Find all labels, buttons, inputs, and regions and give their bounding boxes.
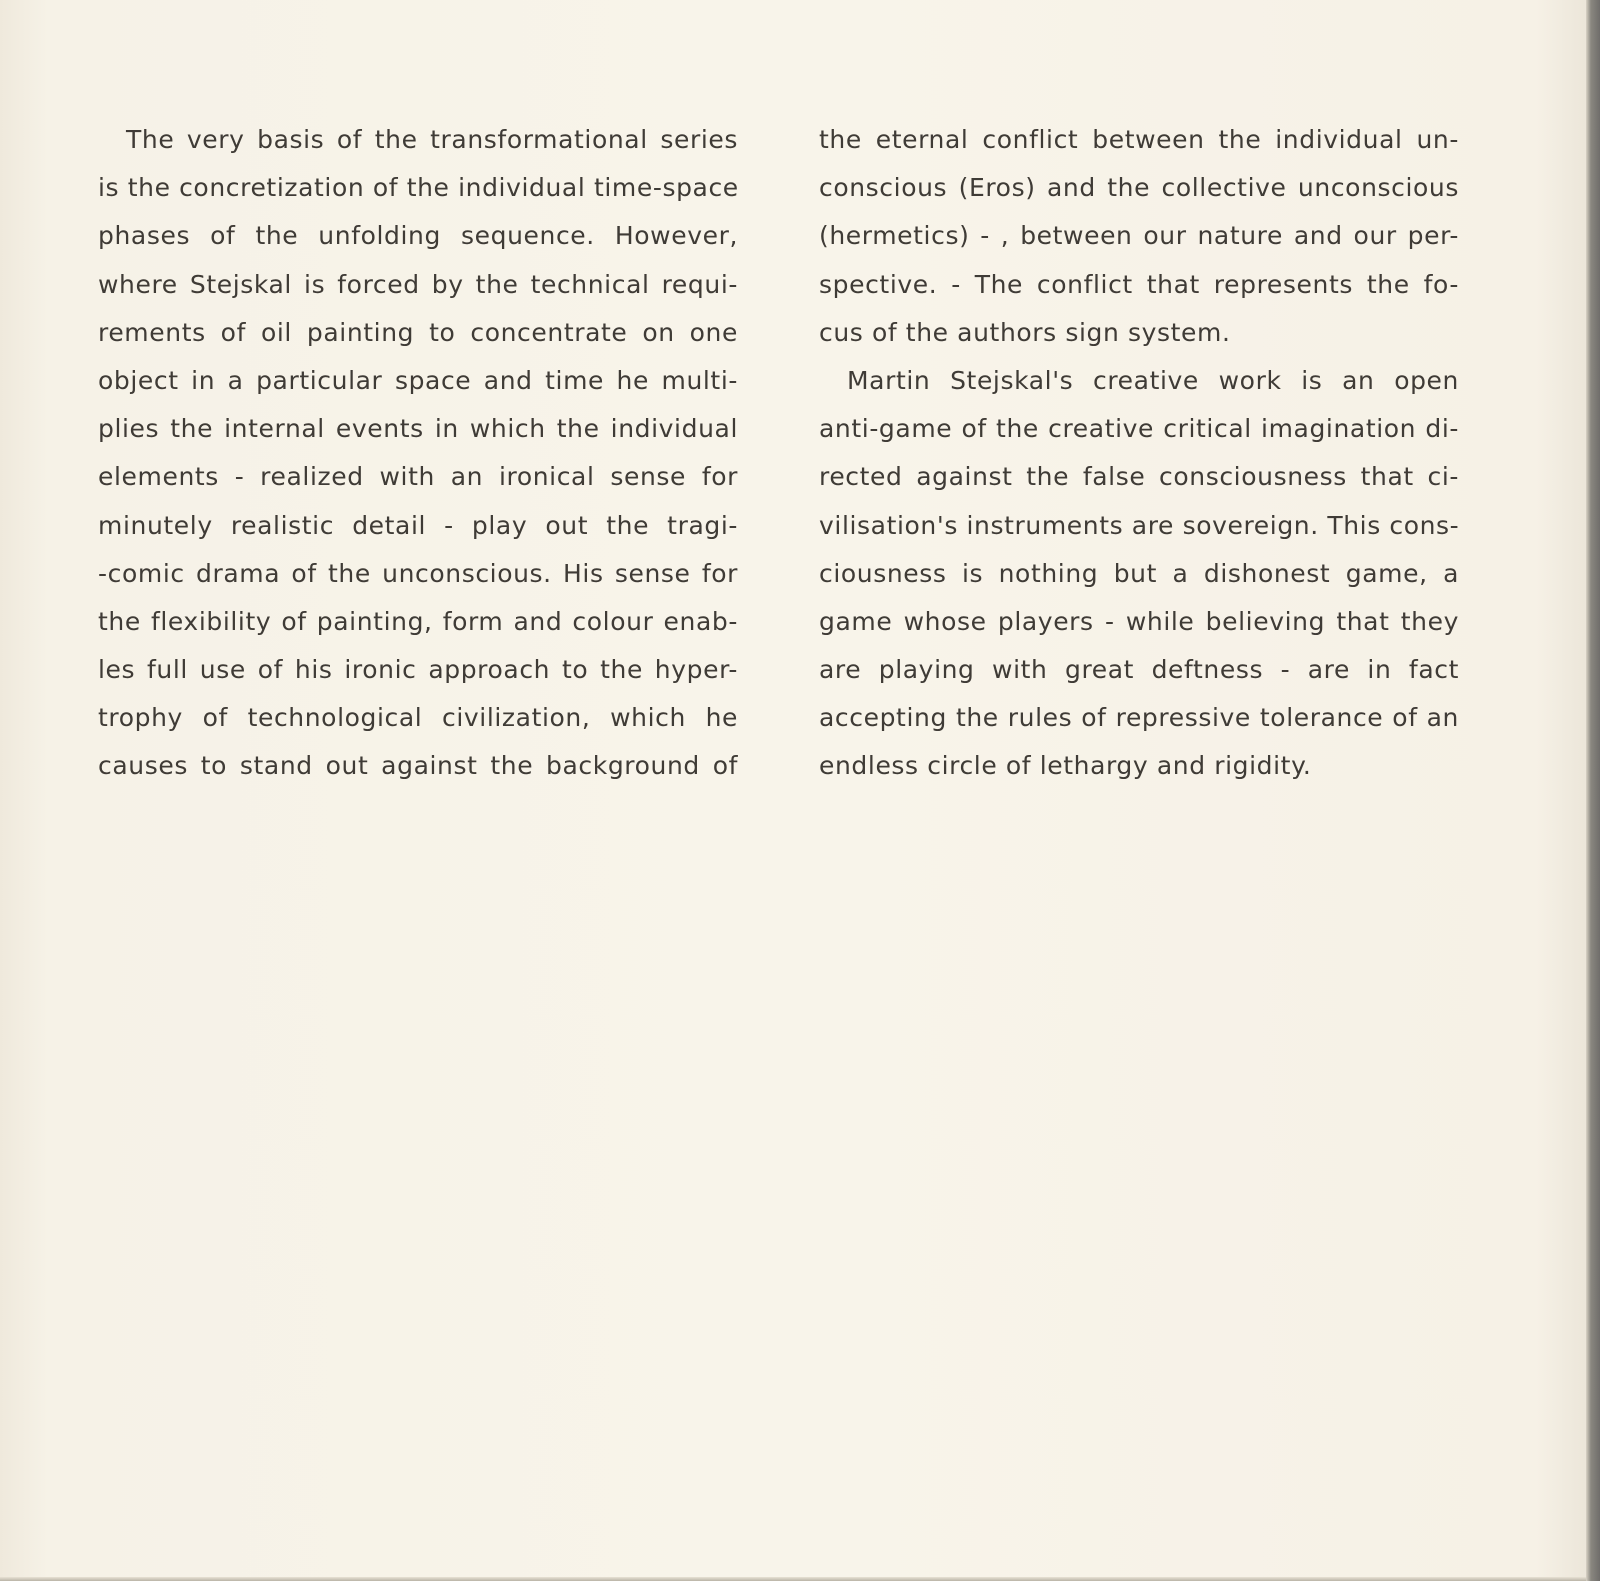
- text-line: rements of oil painting to concentrate on one: [98, 317, 738, 347]
- text-line: -comic drama of the unconscious. His sense for: [98, 558, 738, 588]
- text-line: plies the internal events in which the individual: [98, 414, 738, 444]
- book-spine-shadow: [1586, 0, 1600, 1581]
- text-line: object in a particular space and time he multi-: [98, 365, 738, 395]
- text-line: spective. - The conflict that represents the fo-: [819, 269, 1459, 299]
- text-line: phases of the unfolding sequence. However,: [98, 221, 738, 251]
- text-column-left: [98, 116, 738, 791]
- text-line: endless circle of lethargy and rigidity.: [819, 751, 1312, 781]
- text-line: causes to stand out against the background of: [98, 751, 738, 781]
- text-line: (hermetics) - , between our nature and our per-: [819, 221, 1459, 251]
- text-line: is the concretization of the individual time-space: [98, 173, 739, 203]
- page-bottom-edge: [0, 1577, 1586, 1581]
- text-line: minutely realistic detail - play out the tragi-: [98, 510, 738, 540]
- text-line: are playing with great deftness - are in fact: [819, 655, 1459, 685]
- text-line: where Stejskal is forced by the technical requi-: [98, 269, 738, 299]
- text-line: cus of the authors sign system.: [819, 317, 1231, 347]
- text-line: rected against the false consciousness that ci-: [819, 462, 1459, 492]
- text-line: accepting the rules of repressive tolerance of an: [819, 703, 1459, 733]
- text-line: game whose players - while believing that they: [819, 606, 1459, 636]
- text-line: ciousness is nothing but a dishonest game, a: [819, 558, 1459, 588]
- text-line: anti-game of the creative critical imagination di-: [819, 414, 1459, 444]
- text-column-right: [819, 116, 1459, 791]
- text-line: elements - realized with an ironical sense for: [98, 462, 738, 492]
- text-line: the flexibility of painting, form and colour enab-: [98, 606, 738, 636]
- text-line: Martin Stejskal's creative work is an open: [847, 365, 1459, 395]
- text-line: les full use of his ironic approach to the hyper-: [98, 655, 738, 685]
- text-line: trophy of technological civilization, which he: [98, 703, 738, 733]
- text-line: vilisation's instruments are sovereign. This cons-: [819, 510, 1460, 540]
- text-line: The very basis of the transformational series: [126, 125, 738, 154]
- text-line: the eternal conflict between the individual un-: [819, 125, 1459, 154]
- text-line: conscious (Eros) and the collective unconscious: [819, 173, 1459, 203]
